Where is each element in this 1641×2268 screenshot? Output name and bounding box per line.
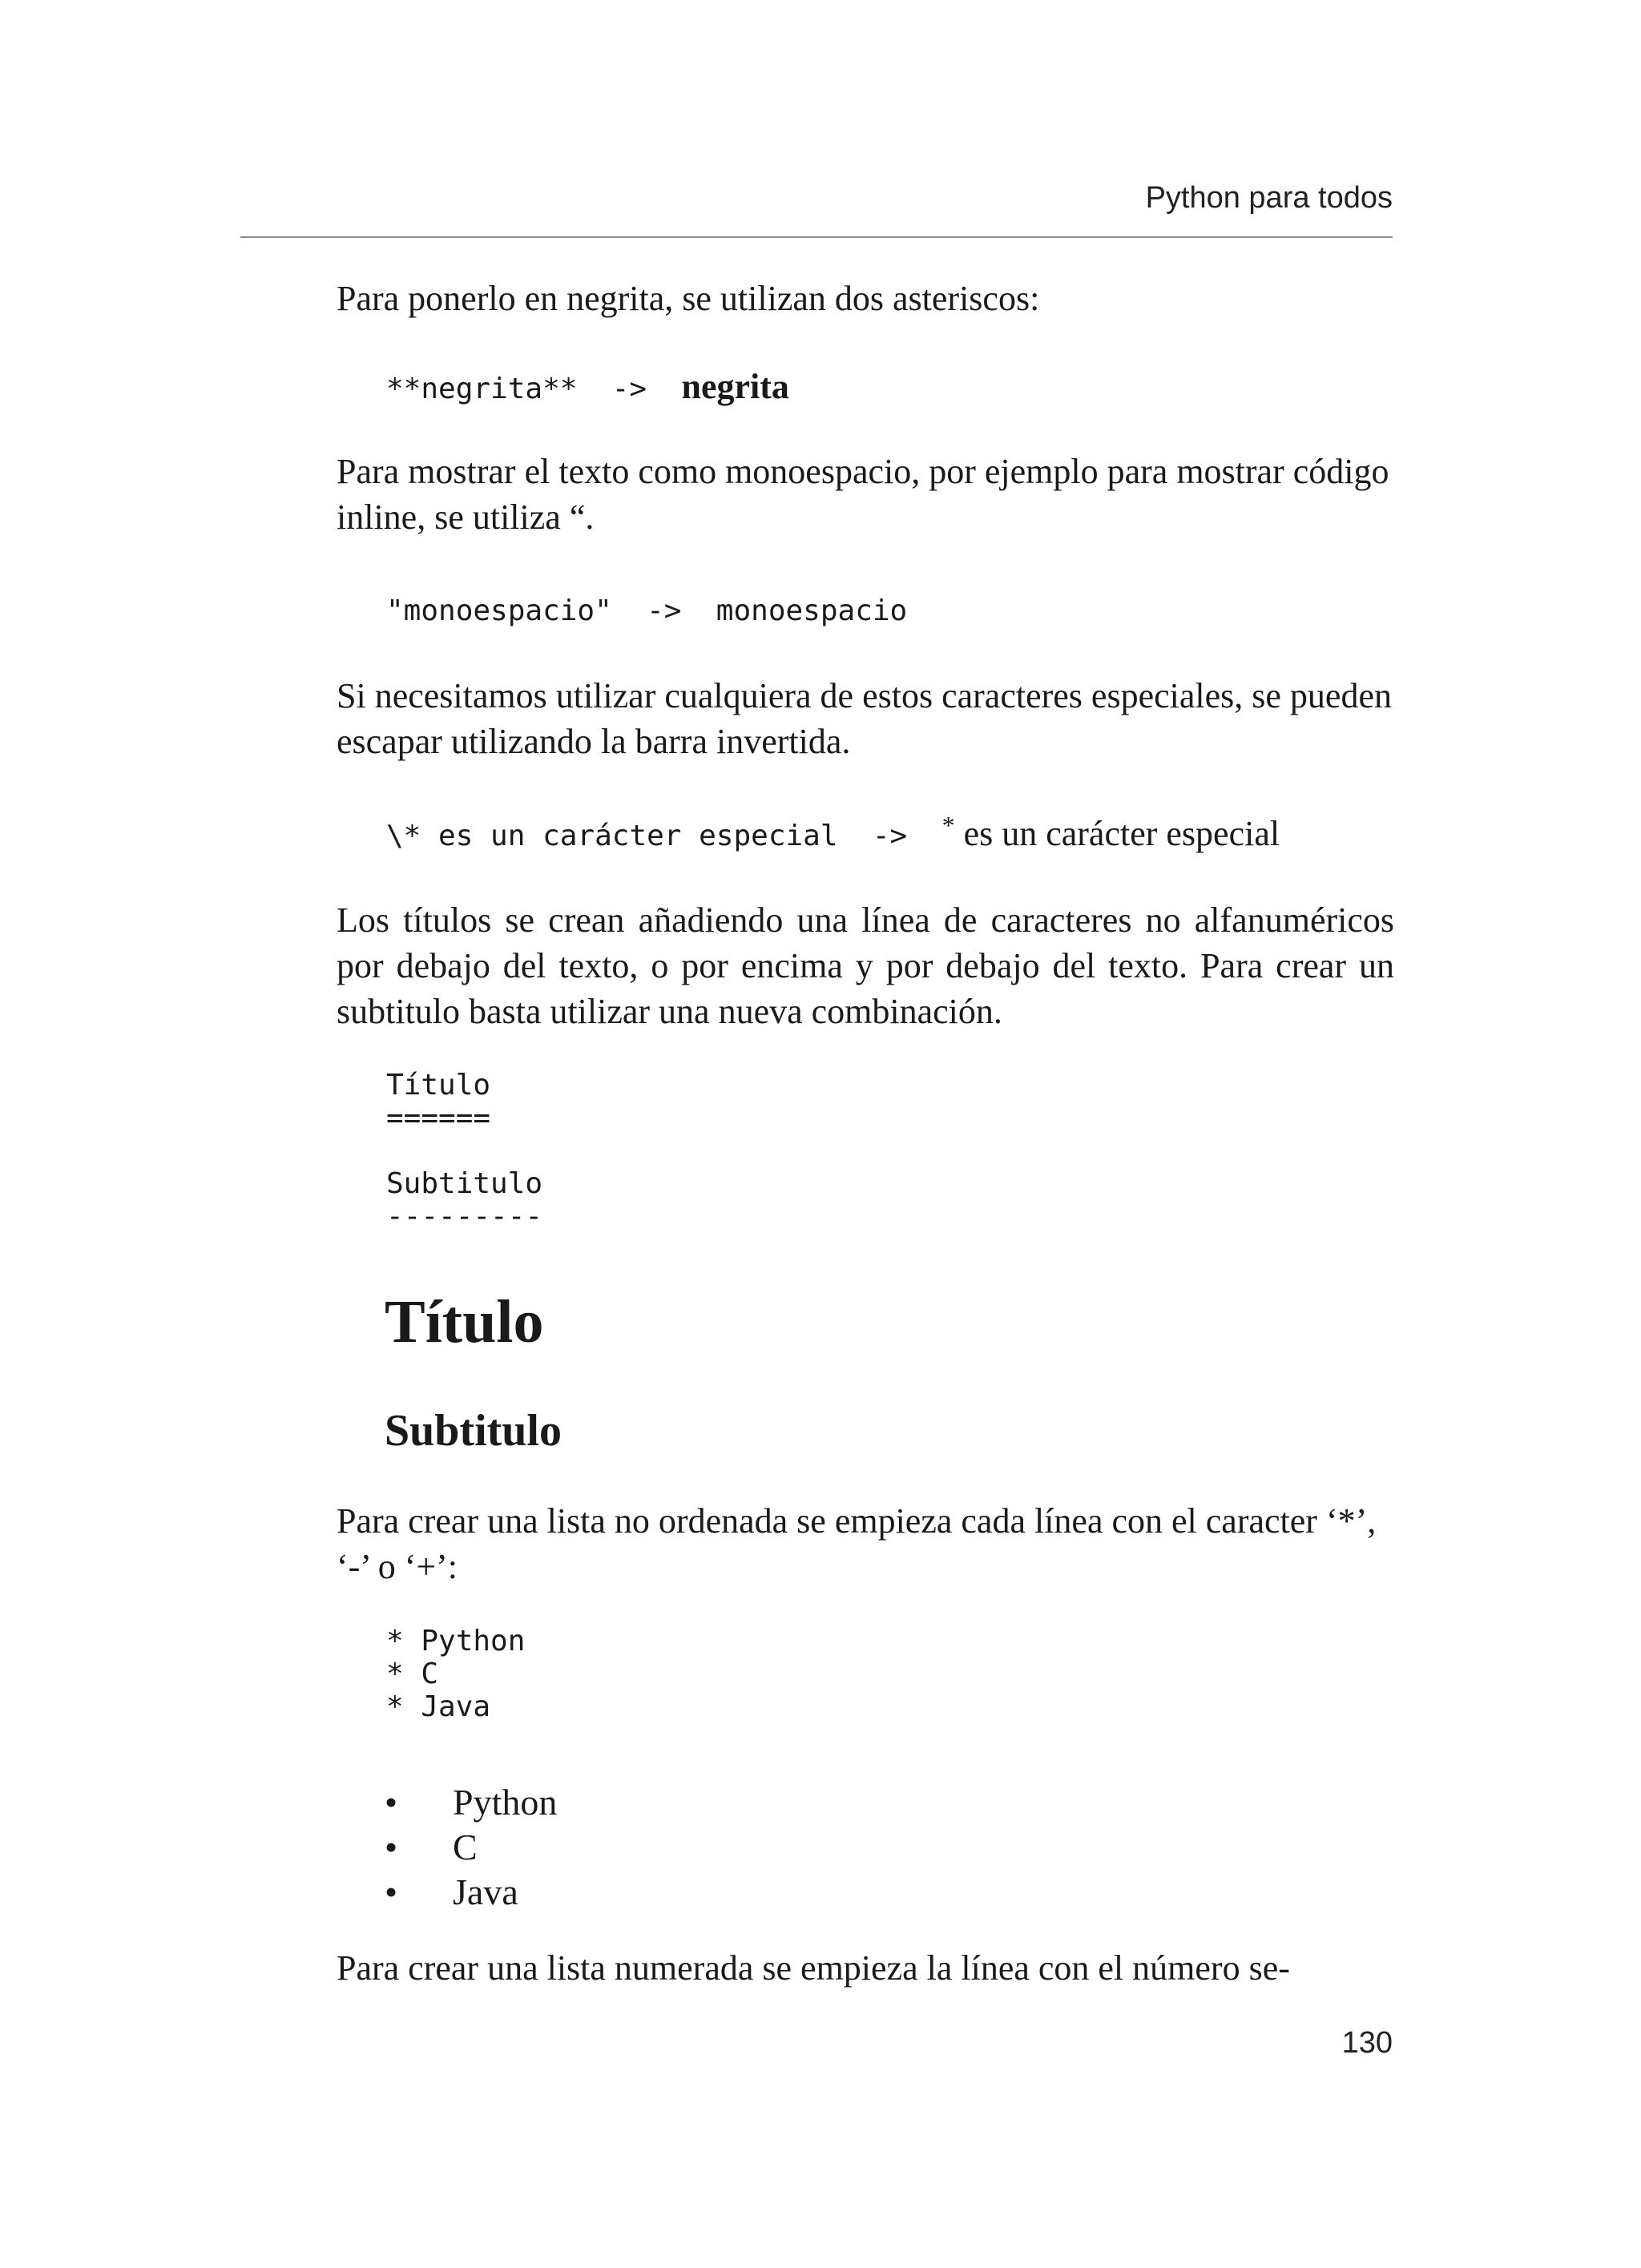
list-item: • Python <box>385 1780 557 1825</box>
code-bold-result: negrita <box>681 367 789 406</box>
bullet-icon: • <box>385 1827 398 1867</box>
rendered-title: Título <box>385 1288 544 1356</box>
rendered-subtitle: Subtitulo <box>385 1406 562 1456</box>
code-titles-example: Título ====== Subtitulo --------- <box>386 1069 543 1233</box>
page-number: 130 <box>1341 2026 1393 2060</box>
paragraph-bold-intro: Para ponerlo en negrita, se utilizan dos asteriscos: <box>337 279 1040 318</box>
code-list-example: * Python * C * Java <box>386 1625 526 1723</box>
code-escape-result: es un carácter especial <box>954 814 1280 853</box>
code-bold-source: **negrita** -> <box>386 373 682 405</box>
list-item: • Java <box>385 1870 557 1915</box>
list-item: • C <box>385 1825 557 1870</box>
code-escape-star: * <box>941 811 955 840</box>
paragraph-unordered-list-intro: Para crear una lista no ordenada se empieza cada línea con el caracter ‘*’, ‘-’ o ‘+’: <box>337 1501 1377 1586</box>
code-escape-source: \* es un carácter especial -> <box>386 820 942 852</box>
paragraph-titles-intro: Los títulos se crean añadiendo una línea de caracteres no alfanuméricos por debajo del texto, o por encima y por debajo del texto. Para crear un subtitulo basta utilizar una nueva combinación. <box>337 900 1394 1031</box>
bullet-icon: • <box>385 1871 398 1912</box>
paragraph-ordered-list-intro: Para crear una lista numerada se empieza la línea con el número se- <box>337 1948 1290 1988</box>
rendered-bullet-list <box>385 1780 557 1915</box>
header-rule <box>240 236 1393 238</box>
code-monospace-example: "monoespacio" -> monoespacio <box>386 594 908 627</box>
code-bold-example <box>386 367 789 406</box>
code-escape-example <box>386 811 1280 853</box>
paragraph-escape-intro: Si necesitamos utilizar cualquiera de estos caracteres especiales, se pueden escapar utilizando la barra invertida. <box>337 676 1392 761</box>
bullet-icon: • <box>385 1782 398 1823</box>
paragraph-monospace-intro: Para mostrar el texto como monoespacio, por ejemplo para mostrar código inline, se utiliza “. <box>337 452 1389 537</box>
running-header: Python para todos <box>1145 181 1393 215</box>
